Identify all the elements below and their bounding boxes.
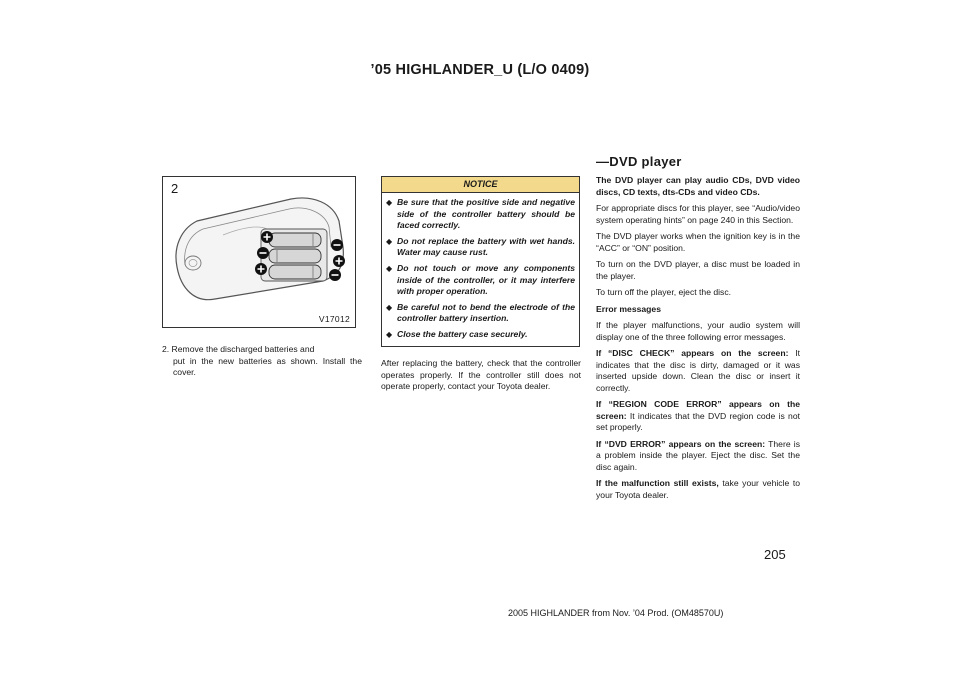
- step-2-continuation: put in the new batteries as shown. Install the cover.: [173, 355, 362, 377]
- notice-item-text: Do not replace the battery with wet hands. Water may cause rust.: [397, 235, 575, 258]
- error-label: If “DVD ERROR” appears on the screen:: [596, 438, 766, 449]
- notice-list: [382, 193, 579, 346]
- paragraph: To turn on the DVD player, a disc must be loaded in the player.: [596, 259, 800, 281]
- error-description: take your vehicle to your Toyota dealer.: [596, 478, 800, 500]
- notice-item-text: Be sure that the positive side and negative side of the controller battery should be faced correctly.: [397, 197, 575, 231]
- notice-item: [386, 197, 575, 232]
- diamond-bullet-icon: ◆: [386, 198, 393, 207]
- error-description: It indicates that the DVD region code is not set properly.: [596, 410, 800, 432]
- figure-number: 2: [171, 181, 179, 196]
- dvd-intro: The DVD player can play audio CDs, DVD video discs, CD texts, dts-CDs and video CDs.: [596, 175, 800, 197]
- diamond-bullet-icon: ◆: [386, 236, 393, 246]
- remote-battery-drawing: [163, 177, 355, 327]
- notice-item-text: Be careful not to bend the electrode of the controller battery insertion.: [397, 301, 575, 324]
- after-notice-paragraph: After replacing the battery, check that the controller operates properly. If the controller still does not operate properly, contact your Toyota dealer.: [381, 358, 581, 392]
- footer-text: 2005 HIGHLANDER from Nov. ’04 Prod. (OM48570U): [508, 608, 724, 618]
- notice-item-text: Close the battery case securely.: [397, 328, 528, 339]
- notice-item: [386, 263, 575, 298]
- error-item: [596, 348, 800, 394]
- notice-item: [386, 236, 575, 259]
- step-2-text: [162, 344, 362, 379]
- error-item: [596, 399, 800, 434]
- paragraph: The DVD player works when the ignition key is in the “ACC” or “ON” position.: [596, 231, 800, 253]
- error-label: If “REGION CODE ERROR” appears on the screen:: [596, 399, 800, 421]
- notice-item-text: Do not touch or move any components inside of the controller, or it may interfere with proper operation.: [397, 262, 575, 297]
- error-label: If “DISC CHECK” appears on the screen:: [596, 348, 789, 358]
- diamond-bullet-icon: ◆: [386, 329, 393, 339]
- battery-illustration: [162, 176, 356, 328]
- error-description: There is a problem inside the player. Eject the disc. Set the disc again.: [596, 438, 800, 472]
- paragraph: If the player malfunctions, your audio system will display one of the three following error messages.: [596, 320, 800, 342]
- dvd-player-section: [596, 175, 800, 506]
- step-2-first-line: 2. Remove the discharged batteries and: [162, 344, 315, 354]
- error-label: If the malfunction still exists,: [596, 478, 719, 488]
- notice-item: [386, 329, 575, 341]
- running-header: ’05 HIGHLANDER_U (L/O 0409): [370, 62, 590, 78]
- paragraph: To turn off the player, eject the disc.: [596, 287, 732, 297]
- paragraph: For appropriate discs for this player, see “Audio/video system operating hints” on page 240 in this Section.: [596, 203, 800, 225]
- notice-heading: NOTICE: [382, 177, 579, 193]
- figure-code: V17012: [318, 314, 350, 324]
- subheading: Error messages: [596, 303, 661, 314]
- error-item: [596, 439, 800, 474]
- error-description: It indicates that the disc is dirty, damaged or it was inserted upside down. Clean the disc or insert it correctly.: [596, 348, 800, 393]
- section-title: —DVD player: [596, 154, 682, 169]
- error-item: [596, 478, 800, 501]
- notice-item: [386, 302, 575, 325]
- diamond-bullet-icon: ◆: [386, 263, 393, 273]
- notice-box: [381, 176, 580, 347]
- diamond-bullet-icon: ◆: [386, 302, 393, 312]
- page-number: 205: [764, 547, 786, 562]
